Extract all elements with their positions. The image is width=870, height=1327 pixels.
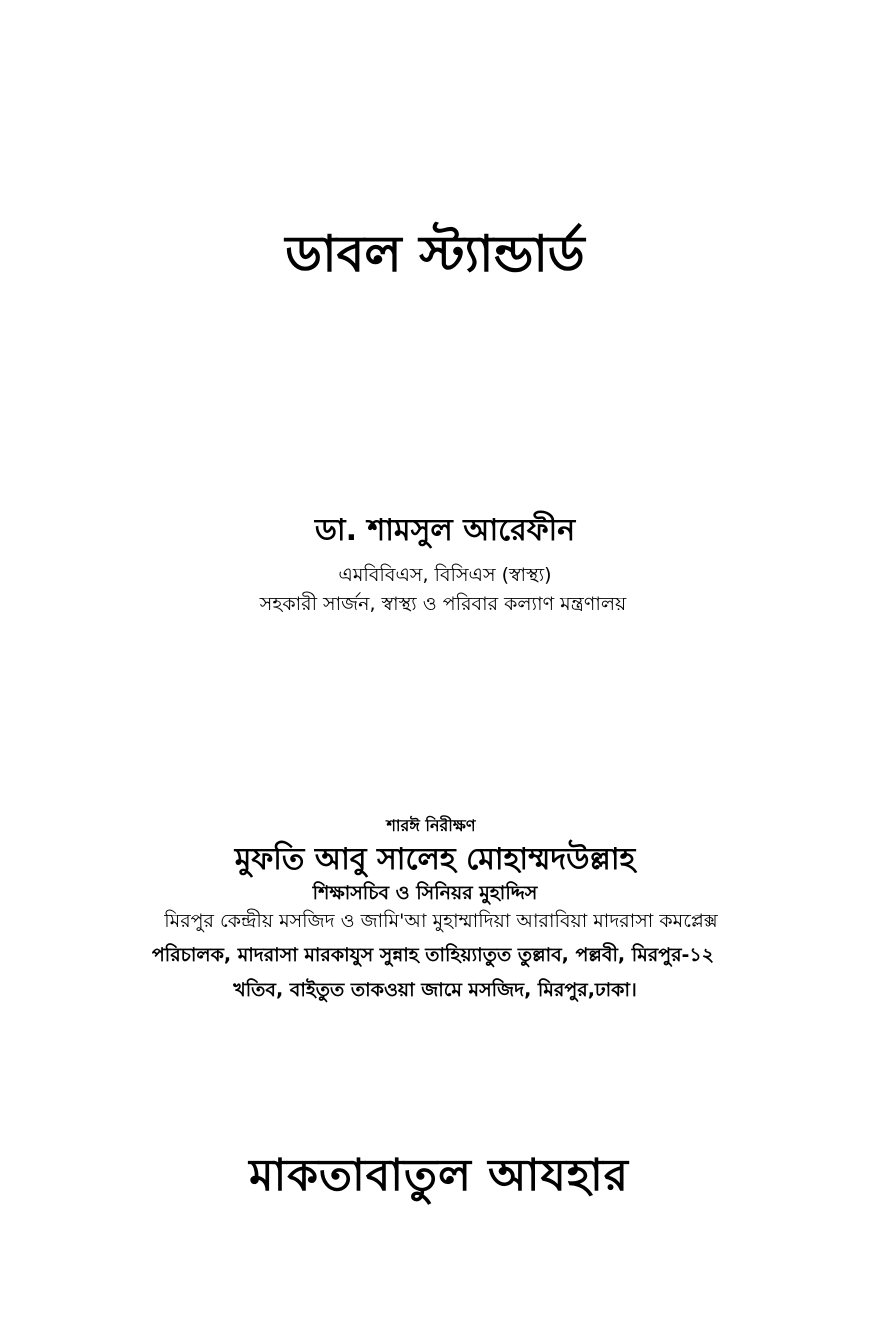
book-title: ডাবল স্ট্যান্ডার্ড <box>285 225 585 283</box>
reviewer-khatib: খতিব, বাইতুত তাকওয়া জামে মসজিদ, মিরপুর,ঢাকা। <box>233 979 637 1001</box>
author-position: সহকারী সার্জন, স্বাস্থ্য ও পরিবার কল্যাণ মন্ত্রণালয় <box>259 593 627 615</box>
publisher-name: মাকতাবাতুল আযহার <box>249 1150 629 1201</box>
reviewer-director: পরিচালক, মাদরাসা মারকাযুস সুন্নাহ তাহিয়্যাতুত তুল্লাব, পল্লবী, মিরপুর-১২ <box>151 944 715 966</box>
author-name: ডা. শামসুল আরেফীন <box>314 513 576 548</box>
reviewer-affiliation: মিরপুর কেন্দ্রীয় মসজিদ ও জামি'আ মুহাম্মাদিয়া আরাবিয়া মাদরাসা কমপ্লেক্স <box>164 910 718 932</box>
author-degrees: এমবিবিএস, বিসিএস (স্বাস্থ্য) <box>338 564 552 586</box>
reviewer-name: মুফতি আবু সালেহ মোহাম্মদউল্লাহ <box>234 842 636 877</box>
review-label: শারঈ নিরীক্ষণ <box>386 816 476 835</box>
reviewer-title: শিক্ষাসচিব ও সিনিয়র মুহাদ্দিস <box>312 882 538 904</box>
